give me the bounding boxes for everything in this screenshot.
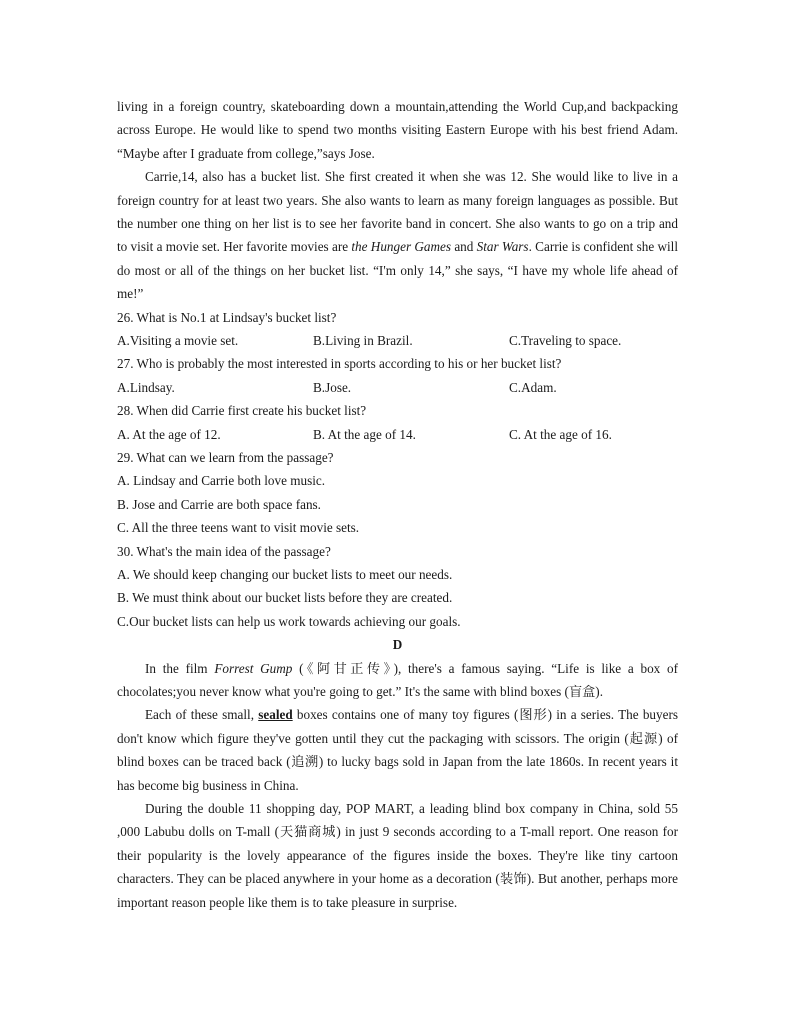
option-b: B.Jose. xyxy=(313,379,352,395)
carrie-text-2: . Carrie is confident she will do most or all of the things on her bucket list. “I'm only 14,” she says, “I have my whole life ahead of me!” xyxy=(117,239,679,302)
question-29 xyxy=(117,446,678,540)
passage-c-jose-paragraph: living in a foreign country, skateboarding down a mountain,attending the World Cup,and backpacking across Europe. He would like to spend two months visiting Eastern Europe with his best friend Adam. “Maybe after I graduate from college,”says Jose. xyxy=(117,99,678,161)
question-stem: 27. Who is probably the most interested in sports according to his or her bucket list? xyxy=(117,356,562,372)
option-a: A.Visiting a movie set. xyxy=(117,333,239,349)
carrie-text-and: and xyxy=(451,239,477,255)
passage-d-heading: D xyxy=(392,637,403,653)
option-a: A.Lindsay. xyxy=(117,379,175,395)
keyword-sealed: sealed xyxy=(258,707,293,723)
question-stem: 26. What is No.1 at Lindsay's bucket list? xyxy=(117,309,337,325)
d2-text-2: boxes contains one of many toy figures (图形) in a series. The buyers don't know which figure they've gotten until they cut the packaging with scissors. The origin (起源) of blind boxes can be traced back (追溯) to lucky bags sold in Japan from the late 1860s. In recent years it has become big business in China. xyxy=(117,707,678,793)
option-b: B. Jose and Carrie are both space fans. xyxy=(117,496,321,512)
passage-c-carrie-paragraph xyxy=(117,165,678,305)
option-b: B.Living in Brazil. xyxy=(313,333,413,349)
question-options xyxy=(117,329,678,352)
question-stem: 30. What's the main idea of the passage? xyxy=(117,543,331,559)
option-a: A. At the age of 12. xyxy=(117,426,221,442)
question-30 xyxy=(117,540,678,634)
option-c: C.Our bucket lists can help us work towards achieving our goals. xyxy=(117,613,461,629)
option-a: A. Lindsay and Carrie both love music. xyxy=(117,473,326,489)
passage-d-paragraph-2 xyxy=(117,703,678,797)
carrie-text-1: Carrie,14, also has a bucket list. She first created it when she was 12. She would like to live in a foreign country for at least two years. She also wants to learn as many foreign languages as possible. But the number one thing on her list is to see her favorite band in concert. She also wants to go on a trip and to visit a movie set. Her favorite movies are xyxy=(117,169,678,255)
question-options xyxy=(117,423,678,446)
question-stem: 28. When did Carrie first create his bucket list? xyxy=(117,403,367,419)
question-stem: 29. What can we learn from the passage? xyxy=(117,450,334,465)
d2-text-1: Each of these small, xyxy=(145,707,259,723)
option-a: A. We should keep changing our bucket lists to meet our needs. xyxy=(117,566,453,582)
question-26 xyxy=(117,306,678,353)
movie-title-hunger-games: the Hunger Games xyxy=(351,239,452,255)
option-b: B. At the age of 14. xyxy=(313,426,416,442)
question-28 xyxy=(117,399,678,446)
d1-text-2: (《阿甘正传》), there's a famous saying. “Life is like a box of chocolates;you never know what you're going to get.” It's the same with blind boxes (盲盒). xyxy=(117,660,678,699)
d1-text-1: In the film xyxy=(145,660,215,676)
option-c: C.Adam. xyxy=(509,379,557,395)
option-c: C. At the age of 16. xyxy=(509,426,612,442)
document-page xyxy=(117,95,678,914)
option-c: C. All the three teens want to visit movie sets. xyxy=(117,520,360,536)
passage-d-paragraph-3: During the double 11 shopping day, POP MART, a leading blind box company in China, sold 55 ,000 Labubu dolls on T-mall (天猫商城) in just 9 seconds according to a T-mall report. One reason for their popularity is the lovely appearance of the figures inside the boxes. They're like tiny cartoon characters. They can be placed anywhere in your home as a decoration (装饰). But another, perhaps more important reason people like them is to take pleasure in surprise. xyxy=(117,800,678,910)
option-b: B. We must think about our bucket lists before they are created. xyxy=(117,590,453,606)
question-27 xyxy=(117,352,678,399)
film-title: Forrest Gump xyxy=(214,660,293,676)
passage-d-paragraph-1 xyxy=(117,657,678,704)
movie-title-star-wars: Star Wars xyxy=(476,239,529,255)
option-c: C.Traveling to space. xyxy=(509,333,622,349)
question-options xyxy=(117,376,678,399)
